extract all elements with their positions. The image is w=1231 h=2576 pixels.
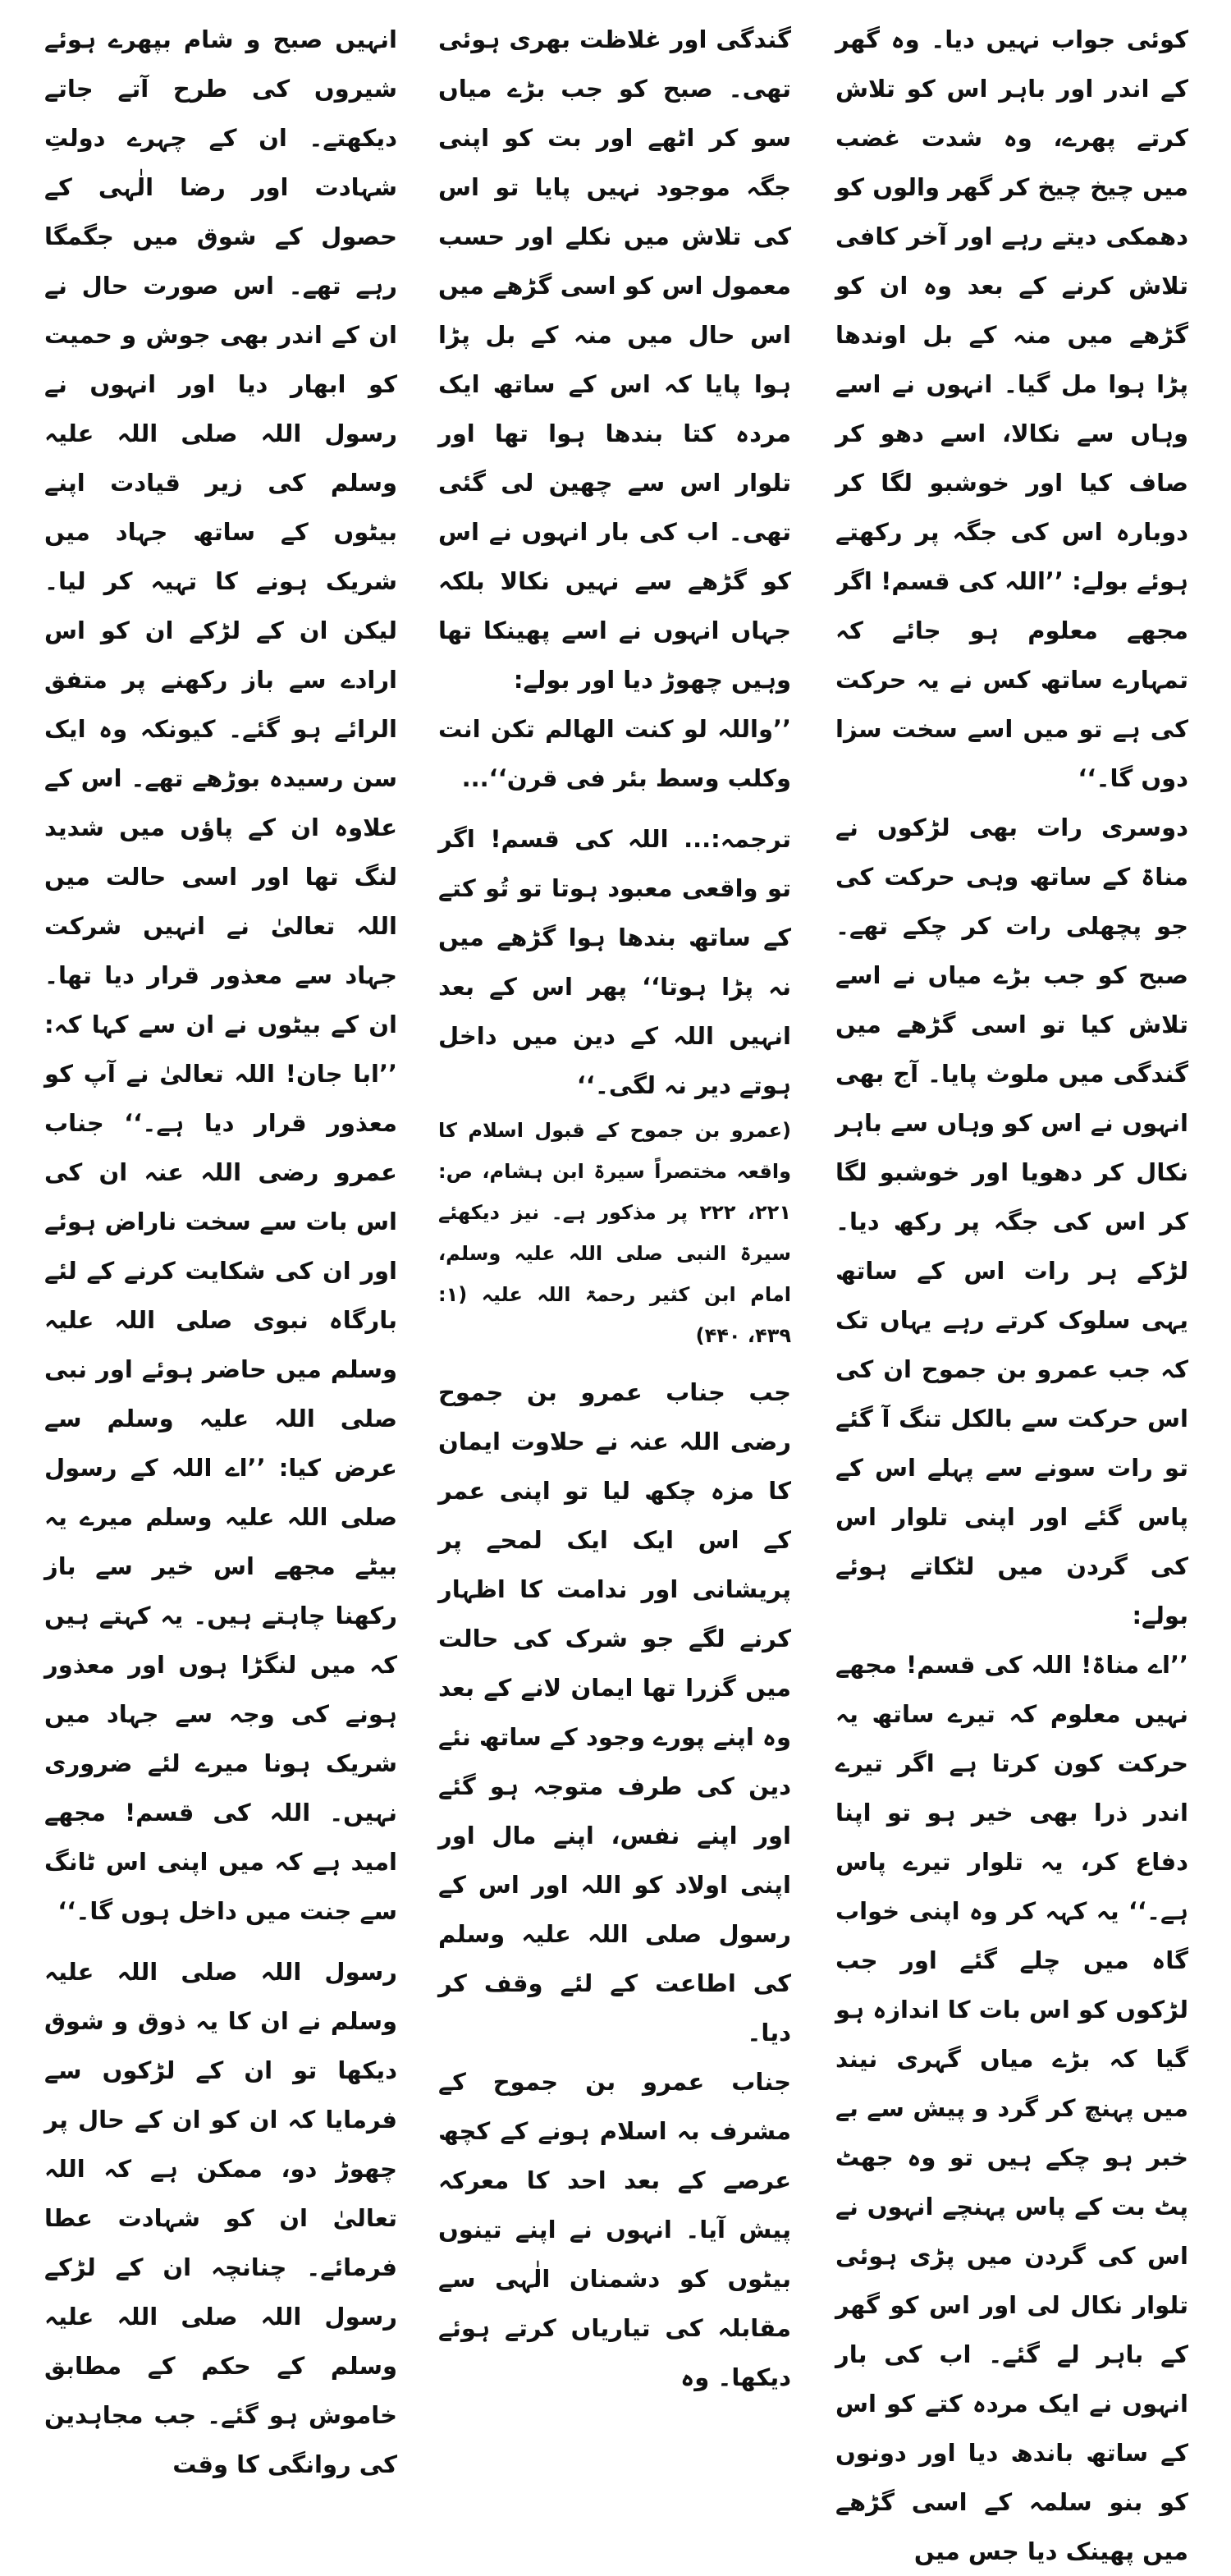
text-column-right: [835, 15, 1188, 2565]
paragraph: جناب عمرو بن جموح کے مشرف بہ اسلام ہونے کے کچھ عرصے کے بعد احد کا معرکہ پیش آیا۔ انہوں نے اپنے تینوں بیٹوں کو دشمنان الٰہی سے مقابلہ کی تیاریاں کرتے ہوئے دیکھا۔ وہ: [438, 2068, 791, 2391]
paragraph: جب جناب عمرو بن جموح رضی اللہ عنہ نے حلاوت ایمان کا مزہ چکھ لیا تو اپنی عمر کے اس ایک ایک لمحے پر پریشانی اور ندامت کا اظہار کرنے لگے جو شرک کی حالت میں گزرا تھا ایمان لانے کے بعد وہ اپنے پورے وجود کے ساتھ نئے دین کی طرف متوجہ ہو گئے اور اپنے نفس، اپنے مال اور اپنی اولاد کو اللہ اور اس کے رسول صلی اللہ علیہ وسلم کی اطاعت کے لئے وقف کر دیا۔: [438, 1378, 791, 2047]
source-citation: (عمرو بن جموح کے قبول اسلام کا واقعہ مختصراً سیرۃ ابن ہشام، ص: ۲۲۱، ۲۲۲ پر مذکور ہے۔ نیز دیکھئے سیرۃ النبی صلی اللہ علیہ وسلم، امام ابن کثیر رحمۃ اللہ علیہ (۱: ۴۳۹، ۴۴۰): [438, 1119, 791, 1347]
verse-translation: ترجمہ:... اللہ کی قسم! اگر تو واقعی معبود ہوتا تو تُو کتے کے ساتھ بندھا ہوا گڑھے میں نہ پڑا ہوتا‘‘ پھر اس کے بعد انہیں اللہ کے دین میں داخل ہوتے دیر نہ لگی۔‘‘: [438, 825, 791, 1099]
paragraph: انہیں صبح و شام بپھرے ہوئے شیروں کی طرح آتے جاتے دیکھتے۔ ان کے چہرے دولتِ شہادت اور رضا الٰہی کے حصول کے شوق میں جگمگا رہے تھے۔ اس صورت حال نے ان کے اندر بھی جوش و حمیت کو ابھار دیا اور انہوں نے رسول اللہ صلی اللہ علیہ وسلم کی زیر قیادت اپنے بیٹوں کے ساتھ جہاد میں شریک ہونے کا تہیہ کر لیا۔ لیکن ان کے لڑکے ان کو اس ارادے سے باز رکھنے پر متفق الرائے ہو گئے۔ کیونکہ وہ ایک سن رسیدہ بوڑھے تھے۔ اس کے علاوہ ان کے پاؤں میں شدید لنگ تھا اور اسی حالت میں اللہ تعالیٰ نے انہیں شرکت جہاد سے معذور قرار دیا تھا۔ ان کے بیٹوں نے ان سے کہا کہ: ’’ابا جان! اللہ تعالیٰ نے آپ کو معذور قرار دیا ہے۔‘‘ جناب عمرو رضی اللہ عنہ ان کی اس بات سے سخت ناراض ہوئے اور ان کی شکایت کرنے کے لئے بارگاہ نبوی صلی اللہ علیہ وسلم میں حاضر ہوئے اور نبی صلی اللہ علیہ وسلم سے عرض کیا: ’’اے اللہ کے رسول صلی اللہ علیہ وسلم میرے یہ بیٹے مجھے اس خیر سے باز رکھنا چاہتے ہیں۔ یہ کہتے ہیں کہ میں لنگڑا ہوں اور معذور ہونے کی وجہ سے جہاد میں شریک ہونا میرے لئے ضروری نہیں۔ اللہ کی قسم! مجھے امید ہے کہ میں اپنی اس ٹانگ سے جنت میں داخل ہوں گا۔‘‘: [44, 25, 397, 1925]
paragraph: کوئی جواب نہیں دیا۔ وہ گھر کے اندر اور باہر اس کو تلاش کرتے پھرے، وہ شدت غضب میں چیخ چیخ کر گھر والوں کو دھمکی دیتے رہے اور آخر کافی تلاش کرنے کے بعد وہ ان کو گڑھے میں منہ کے بل اوندھا پڑا ہوا مل گیا۔ انہوں نے اسے وہاں سے نکالا، اسے دھو کر صاف کیا اور خوشبو لگا کر دوبارہ اس کی جگہ پر رکھتے ہوئے بولے: ’’اللہ کی قسم! اگر مجھے معلوم ہو جائے کہ تمہارے ساتھ کس نے یہ حرکت کی ہے تو میں اسے سخت سزا دوں گا۔‘‘: [835, 25, 1188, 792]
paragraph: دوسری رات بھی لڑکوں نے مناۃ کے ساتھ وہی حرکت کی جو پچھلی رات کر چکے تھے۔ صبح کو جب بڑے میاں نے اسے تلاش کیا تو اسی گڑھے میں گندگی میں ملوث پایا۔ آج بھی انہوں نے اس کو وہاں سے باہر نکال کر دھویا اور خوشبو لگا کر اس کی جگہ پر رکھ دیا۔ لڑکے ہر رات اس کے ساتھ یہی سلوک کرتے رہے یہاں تک کہ جب عمرو بن جموح ان کی اس حرکت سے بالکل تنگ آ گئے تو رات سونے سے پہلے اس کے پاس گئے اور اپنی تلوار اس کی گردن میں لٹکاتے ہوئے بولے:: [835, 814, 1188, 1629]
text-column-left: [44, 15, 397, 2478]
paragraph: گندگی اور غلاظت بھری ہوئی تھی۔ صبح کو جب بڑے میاں سو کر اٹھے اور بت کو اپنی جگہ موجود نہیں پایا تو اس کی تلاش میں نکلے اور حسب معمول اس کو اسی گڑھے میں اس حال میں منہ کے بل پڑا ہوا پایا کہ اس کے ساتھ ایک مردہ کتا بندھا ہوا تھا اور تلوار اس سے چھین لی گئی تھی۔ اب کی بار انہوں نے اس کو گڑھے سے نہیں نکالا بلکہ جہاں انہوں نے اسے پھینکا تھا وہیں چھوڑ دیا اور بولے:: [438, 25, 791, 694]
text-column-middle: [438, 15, 791, 2391]
paragraph: رسول اللہ صلی اللہ علیہ وسلم نے ان کا یہ ذوق و شوق دیکھا تو ان کے لڑکوں سے فرمایا کہ ان کو ان کے حال پر چھوڑ دو، ممکن ہے کہ اللہ تعالیٰ ان کو شہادت عطا فرمائے۔ چنانچہ ان کے لڑکے رسول اللہ صلی اللہ علیہ وسلم کے حکم کے مطابق خاموش ہو گئے۔ جب مجاہدین کی روانگی کا وقت: [44, 1958, 397, 2478]
arabic-verse: ’’واللہ لو کنت الھالم تکن انت وکلب وسط بئر فی قرن‘‘...: [438, 715, 791, 792]
paragraph: ’’اے مناۃ! اللہ کی قسم! مجھے نہیں معلوم کہ تیرے ساتھ یہ حرکت کون کرتا ہے اگر تیرے اندر ذرا بھی خیر ہو تو اپنا دفاع کر، یہ تلوار تیرے پاس ہے۔‘‘ یہ کہہ کر وہ اپنی خواب گاہ میں چلے گئے اور جب لڑکوں کو اس بات کا اندازہ ہو گیا کہ بڑے میاں گہری نیند میں پہنچ کر گرد و پیش سے بے خبر ہو چکے ہیں تو وہ جھٹ پٹ بت کے پاس پہنچے انہوں نے اس کی گردن میں پڑی ہوئی تلوار نکال لی اور اس کو گھر کے باہر لے گئے۔ اب کی بار انہوں نے ایک مردہ کتے کو اس کے ساتھ باندھ دیا اور دونوں کو بنو سلمہ کے اسی گڑھے میں پھینک دیا جس میں: [835, 1651, 1188, 2565]
